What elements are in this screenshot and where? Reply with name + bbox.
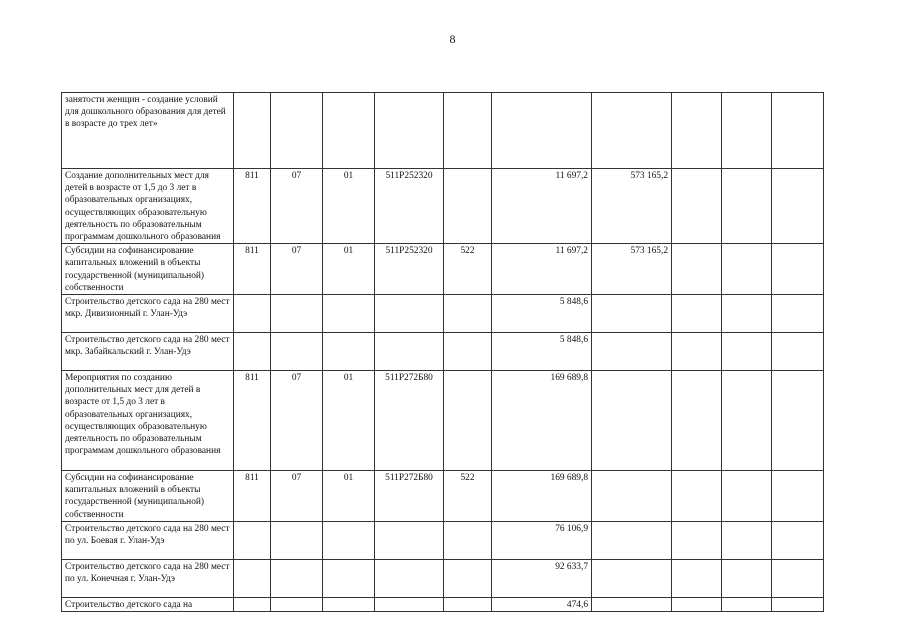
target-article-code (375, 521, 444, 559)
amount-third (672, 333, 722, 371)
budget-item-name: Субсидии на софинансирование капитальных вложений в объекты государственной (муниципальной) собственности (62, 244, 234, 295)
subsection-code (323, 333, 375, 371)
section-code (271, 333, 323, 371)
amount-first (492, 93, 592, 169)
expense-type-code (444, 521, 492, 559)
target-article-code (375, 333, 444, 371)
expense-type-code (444, 93, 492, 169)
section-code (271, 93, 323, 169)
target-article-code: 511P272Б80 (375, 471, 444, 522)
amount-second: 573 165,2 (592, 169, 672, 244)
table-row (62, 169, 824, 244)
amount-third (672, 559, 722, 597)
expense-type-code (444, 295, 492, 333)
amount-third (672, 371, 722, 471)
subsection-code: 01 (323, 169, 375, 244)
subsection-code (323, 521, 375, 559)
table-row (62, 371, 824, 471)
amount-first: 76 106,9 (492, 521, 592, 559)
subsection-code: 01 (323, 371, 375, 471)
budget-item-name: Субсидии на софинансирование капитальных вложений в объекты государственной (муниципальной) собственности (62, 471, 234, 522)
target-article-code: 511P252320 (375, 169, 444, 244)
amount-fourth (722, 244, 772, 295)
ministry-code (234, 559, 271, 597)
amount-fourth (722, 295, 772, 333)
budget-item-name: Создание дополнительных мест для детей в возрасте от 1,5 до 3 лет в образовательных организациях, осуществляющих образовательную деятельность по образовательным программам дошкольного образования (62, 169, 234, 244)
amount-second (592, 333, 672, 371)
amount-fourth (722, 169, 772, 244)
section-code (271, 597, 323, 611)
amount-second (592, 597, 672, 611)
table-row (62, 333, 824, 371)
target-article-code: 511P272Б80 (375, 371, 444, 471)
amount-third (672, 244, 722, 295)
amount-first: 92 633,7 (492, 559, 592, 597)
expense-type-code: 522 (444, 471, 492, 522)
ministry-code: 811 (234, 471, 271, 522)
table-row (62, 471, 824, 522)
ministry-code (234, 333, 271, 371)
amount-fifth (772, 521, 824, 559)
amount-third (672, 93, 722, 169)
budget-item-name: Строительство детского сада на 280 мест по ул. Конечная г. Улан-Удэ (62, 559, 234, 597)
target-article-code (375, 559, 444, 597)
table-row (62, 295, 824, 333)
table-body (62, 93, 824, 612)
amount-second (592, 521, 672, 559)
expense-type-code (444, 333, 492, 371)
subsection-code: 01 (323, 471, 375, 522)
amount-fifth (772, 371, 824, 471)
amount-third (672, 295, 722, 333)
amount-first: 169 689,8 (492, 471, 592, 522)
amount-fourth (722, 93, 772, 169)
budget-item-name: Строительство детского сада на 280 мест мкр. Дивизионный г. Улан-Удэ (62, 295, 234, 333)
amount-first: 11 697,2 (492, 244, 592, 295)
ministry-code (234, 597, 271, 611)
section-code (271, 295, 323, 333)
section-code: 07 (271, 169, 323, 244)
ministry-code: 811 (234, 371, 271, 471)
amount-second (592, 371, 672, 471)
amount-fifth (772, 169, 824, 244)
subsection-code (323, 295, 375, 333)
ministry-code: 811 (234, 169, 271, 244)
ministry-code: 811 (234, 244, 271, 295)
amount-second (592, 471, 672, 522)
amount-fifth (772, 597, 824, 611)
amount-fourth (722, 471, 772, 522)
expense-type-code (444, 169, 492, 244)
table-row (62, 93, 824, 169)
amount-second: 573 165,2 (592, 244, 672, 295)
subsection-code (323, 93, 375, 169)
table-row (62, 521, 824, 559)
table-row (62, 597, 824, 611)
section-code: 07 (271, 471, 323, 522)
target-article-code (375, 295, 444, 333)
amount-first: 11 697,2 (492, 169, 592, 244)
amount-first: 169 689,8 (492, 371, 592, 471)
amount-first: 474,6 (492, 597, 592, 611)
amount-third (672, 169, 722, 244)
target-article-code (375, 597, 444, 611)
amount-fourth (722, 333, 772, 371)
amount-first: 5 848,6 (492, 333, 592, 371)
amount-second (592, 93, 672, 169)
amount-fourth (722, 521, 772, 559)
amount-first: 5 848,6 (492, 295, 592, 333)
amount-fourth (722, 597, 772, 611)
expense-type-code (444, 597, 492, 611)
amount-third (672, 597, 722, 611)
expense-type-code (444, 371, 492, 471)
amount-fifth (772, 471, 824, 522)
amount-third (672, 521, 722, 559)
budget-item-name: Строительство детского сада на 280 мест мкр. Забайкальский г. Улан-Удэ (62, 333, 234, 371)
page-number: 8 (449, 32, 456, 46)
amount-fourth (722, 559, 772, 597)
ministry-code (234, 93, 271, 169)
amount-second (592, 559, 672, 597)
subsection-code: 01 (323, 244, 375, 295)
expense-type-code (444, 559, 492, 597)
target-article-code (375, 93, 444, 169)
ministry-code (234, 295, 271, 333)
ministry-code (234, 521, 271, 559)
subsection-code (323, 559, 375, 597)
expense-type-code: 522 (444, 244, 492, 295)
amount-fifth (772, 93, 824, 169)
subsection-code (323, 597, 375, 611)
section-code (271, 521, 323, 559)
amount-fifth (772, 559, 824, 597)
amount-fourth (722, 371, 772, 471)
amount-fifth (772, 244, 824, 295)
section-code: 07 (271, 371, 323, 471)
amount-fifth (772, 295, 824, 333)
section-code: 07 (271, 244, 323, 295)
budget-item-name: занятости женщин - создание условий для дошкольного образования для детей в возрасте до трех лет» (62, 93, 234, 169)
budget-item-name: Мероприятия по созданию дополнительных мест для детей в возрасте от 1,5 до 3 лет в образовательных организациях, осуществляющих образовательную деятельность по образовательным программам дошкольного образования (62, 371, 234, 471)
budget-item-name: Строительство детского сада на 280 мест по ул. Боевая г. Улан-Удэ (62, 521, 234, 559)
amount-second (592, 295, 672, 333)
budget-table (61, 92, 824, 612)
table-row (62, 559, 824, 597)
amount-third (672, 471, 722, 522)
budget-item-name: Строительство детского сада на (62, 597, 234, 611)
section-code (271, 559, 323, 597)
table-row (62, 244, 824, 295)
amount-fifth (772, 333, 824, 371)
target-article-code: 511P252320 (375, 244, 444, 295)
